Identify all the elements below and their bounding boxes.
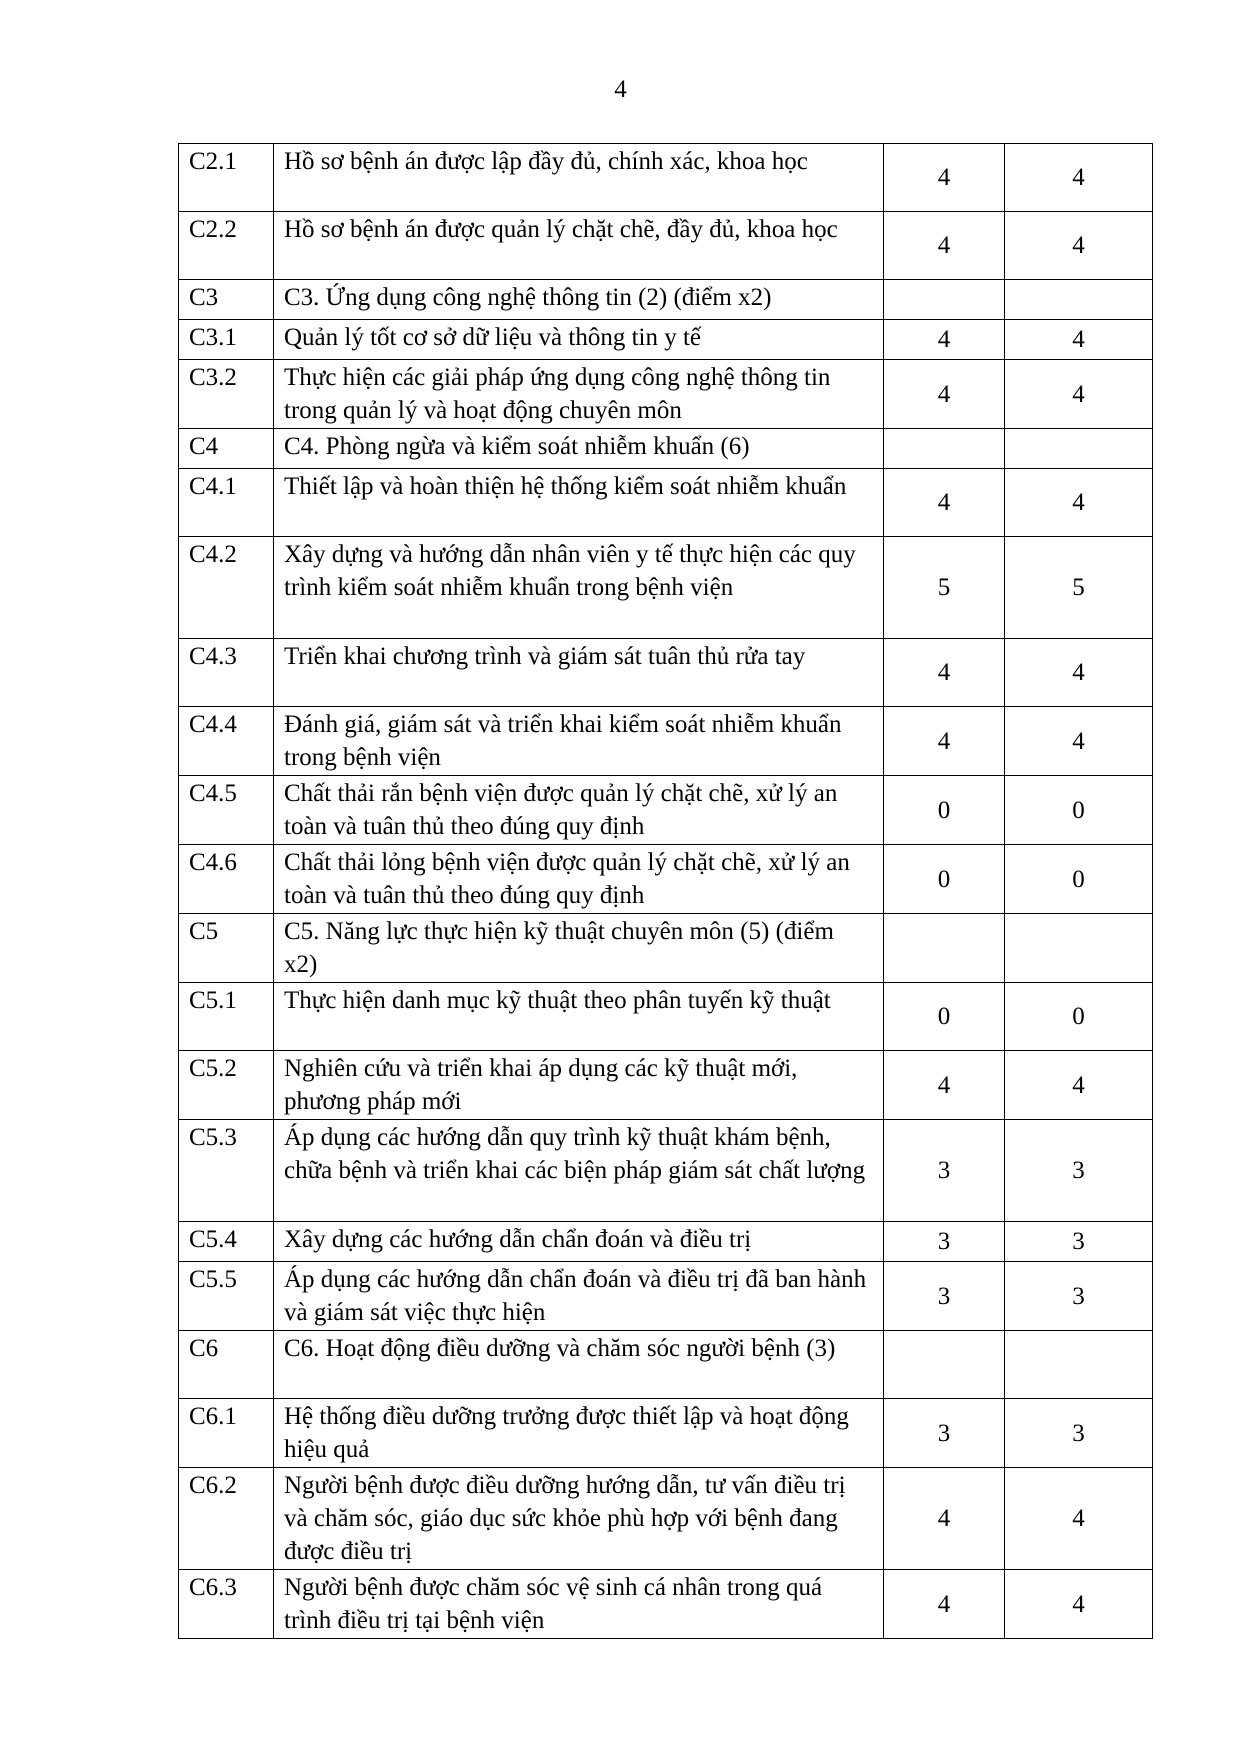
score-cell-2: [1005, 914, 1153, 983]
score-cell-2: [1005, 1331, 1153, 1399]
table-row: [179, 776, 1153, 845]
score-cell-2: 4: [1005, 639, 1153, 707]
criterion-text-cell: Hồ sơ bệnh án được lập đầy đủ, chính xác, khoa học: [274, 144, 884, 212]
table-row: [179, 1262, 1153, 1331]
table-row: [179, 1468, 1153, 1570]
table-row: [179, 537, 1153, 639]
criterion-code-cell: C3.2: [179, 360, 274, 429]
score-cell-2: 4: [1005, 707, 1153, 776]
criterion-text-cell: Thực hiện các giải pháp ứng dụng công nghệ thông tin trong quản lý và hoạt động chuyên môn: [274, 360, 884, 429]
criterion-text-cell: Áp dụng các hướng dẫn chẩn đoán và điều trị đã ban hành và giám sát việc thực hiện: [274, 1262, 884, 1331]
criterion-text-cell: Quản lý tốt cơ sở dữ liệu và thông tin y tế: [274, 320, 884, 360]
criterion-text-cell: Thực hiện danh mục kỹ thuật theo phân tuyến kỹ thuật: [274, 983, 884, 1051]
score-cell-1: [884, 1331, 1005, 1399]
criterion-code-cell: C5.1: [179, 983, 274, 1051]
score-cell-1: 4: [884, 469, 1005, 537]
score-cell-2: 4: [1005, 212, 1153, 280]
criterion-code-cell: C4.1: [179, 469, 274, 537]
score-cell-1: [884, 429, 1005, 469]
score-cell-1: 4: [884, 1570, 1005, 1639]
score-cell-1: 3: [884, 1222, 1005, 1262]
score-cell-2: 4: [1005, 1570, 1153, 1639]
score-cell-2: 4: [1005, 360, 1153, 429]
criterion-code-cell: C6.2: [179, 1468, 274, 1570]
table-row: [179, 212, 1153, 280]
score-cell-2: 3: [1005, 1222, 1153, 1262]
score-cell-1: 4: [884, 144, 1005, 212]
table-row: [179, 639, 1153, 707]
table-row: [179, 845, 1153, 914]
criterion-code-cell: C6.3: [179, 1570, 274, 1639]
criterion-code-cell: C3: [179, 280, 274, 320]
criterion-code-cell: C5.2: [179, 1051, 274, 1120]
score-cell-1: 3: [884, 1399, 1005, 1468]
table-row: [179, 469, 1153, 537]
criterion-code-cell: C4.3: [179, 639, 274, 707]
criterion-code-cell: C5.5: [179, 1262, 274, 1331]
criterion-code-cell: C5.4: [179, 1222, 274, 1262]
score-cell-2: 4: [1005, 469, 1153, 537]
score-cell-1: 0: [884, 845, 1005, 914]
score-cell-1: 4: [884, 320, 1005, 360]
score-cell-1: [884, 914, 1005, 983]
table-row: [179, 1222, 1153, 1262]
criterion-text-cell: C6. Hoạt động điều dưỡng và chăm sóc người bệnh (3): [274, 1331, 884, 1399]
criterion-code-cell: C2.1: [179, 144, 274, 212]
score-cell-2: 3: [1005, 1399, 1153, 1468]
criterion-code-cell: C2.2: [179, 212, 274, 280]
score-cell-1: 3: [884, 1120, 1005, 1222]
criterion-text-cell: Xây dựng và hướng dẫn nhân viên y tế thực hiện các quy trình kiểm soát nhiễm khuẩn trong bệnh viện: [274, 537, 884, 639]
table-row: [179, 320, 1153, 360]
criterion-text-cell: Người bệnh được điều dưỡng hướng dẫn, tư vấn điều trị và chăm sóc, giáo dục sức khỏe phù hợp với bệnh đang được điều trị: [274, 1468, 884, 1570]
score-cell-2: 4: [1005, 320, 1153, 360]
criterion-code-cell: C4: [179, 429, 274, 469]
criterion-text-cell: Chất thải rắn bệnh viện được quản lý chặt chẽ, xử lý an toàn và tuân thủ theo đúng quy định: [274, 776, 884, 845]
score-cell-2: 3: [1005, 1262, 1153, 1331]
score-cell-1: 0: [884, 983, 1005, 1051]
table-row: [179, 280, 1153, 320]
score-cell-2: 4: [1005, 144, 1153, 212]
table-row: [179, 1051, 1153, 1120]
criteria-table: [178, 143, 1153, 1639]
criterion-text-cell: Triển khai chương trình và giám sát tuân thủ rửa tay: [274, 639, 884, 707]
criterion-text-cell: Người bệnh được chăm sóc vệ sinh cá nhân trong quá trình điều trị tại bệnh viện: [274, 1570, 884, 1639]
score-cell-1: 4: [884, 639, 1005, 707]
score-cell-1: [884, 280, 1005, 320]
score-cell-1: 4: [884, 1468, 1005, 1570]
criteria-table-body: [179, 144, 1153, 1639]
table-row: [179, 144, 1153, 212]
table-row: [179, 360, 1153, 429]
criterion-code-cell: C6.1: [179, 1399, 274, 1468]
criterion-text-cell: Nghiên cứu và triển khai áp dụng các kỹ thuật mới, phương pháp mới: [274, 1051, 884, 1120]
score-cell-2: 0: [1005, 845, 1153, 914]
criterion-text-cell: C3. Ứng dụng công nghệ thông tin (2) (điểm x2): [274, 280, 884, 320]
criterion-text-cell: C5. Năng lực thực hiện kỹ thuật chuyên môn (5) (điểm x2): [274, 914, 884, 983]
criterion-code-cell: C5: [179, 914, 274, 983]
score-cell-2: 5: [1005, 537, 1153, 639]
score-cell-1: 4: [884, 212, 1005, 280]
score-cell-2: 4: [1005, 1051, 1153, 1120]
page-number: 4: [614, 76, 627, 103]
table-row: [179, 707, 1153, 776]
criterion-code-cell: C5.3: [179, 1120, 274, 1222]
score-cell-1: 3: [884, 1262, 1005, 1331]
criterion-text-cell: Hồ sơ bệnh án được quản lý chặt chẽ, đầy đủ, khoa học: [274, 212, 884, 280]
score-cell-2: 0: [1005, 776, 1153, 845]
criterion-text-cell: Thiết lập và hoàn thiện hệ thống kiểm soát nhiễm khuẩn: [274, 469, 884, 537]
score-cell-2: 3: [1005, 1120, 1153, 1222]
score-cell-2: [1005, 429, 1153, 469]
criterion-code-cell: C4.6: [179, 845, 274, 914]
criterion-code-cell: C6: [179, 1331, 274, 1399]
table-row: [179, 1570, 1153, 1639]
criterion-code-cell: C4.2: [179, 537, 274, 639]
score-cell-2: 4: [1005, 1468, 1153, 1570]
score-cell-2: [1005, 280, 1153, 320]
score-cell-1: 4: [884, 707, 1005, 776]
score-cell-1: 0: [884, 776, 1005, 845]
score-cell-1: 5: [884, 537, 1005, 639]
criterion-text-cell: Áp dụng các hướng dẫn quy trình kỹ thuật khám bệnh, chữa bệnh và triển khai các biện pháp giám sát chất lượng: [274, 1120, 884, 1222]
score-cell-1: 4: [884, 1051, 1005, 1120]
criterion-text-cell: Chất thải lỏng bệnh viện được quản lý chặt chẽ, xử lý an toàn và tuân thủ theo đúng quy định: [274, 845, 884, 914]
table-row: [179, 1399, 1153, 1468]
table-row: [179, 429, 1153, 469]
score-cell-1: 4: [884, 360, 1005, 429]
criterion-text-cell: Hệ thống điều dưỡng trưởng được thiết lập và hoạt động hiệu quả: [274, 1399, 884, 1468]
table-row: [179, 1331, 1153, 1399]
criterion-text-cell: C4. Phòng ngừa và kiểm soát nhiễm khuẩn (6): [274, 429, 884, 469]
criterion-code-cell: C4.4: [179, 707, 274, 776]
table-row: [179, 983, 1153, 1051]
score-cell-2: 0: [1005, 983, 1153, 1051]
table-row: [179, 914, 1153, 983]
table-row: [179, 1120, 1153, 1222]
criterion-text-cell: Đánh giá, giám sát và triển khai kiểm soát nhiễm khuẩn trong bệnh viện: [274, 707, 884, 776]
criterion-code-cell: C3.1: [179, 320, 274, 360]
criterion-code-cell: C4.5: [179, 776, 274, 845]
criterion-text-cell: Xây dựng các hướng dẫn chẩn đoán và điều trị: [274, 1222, 884, 1262]
